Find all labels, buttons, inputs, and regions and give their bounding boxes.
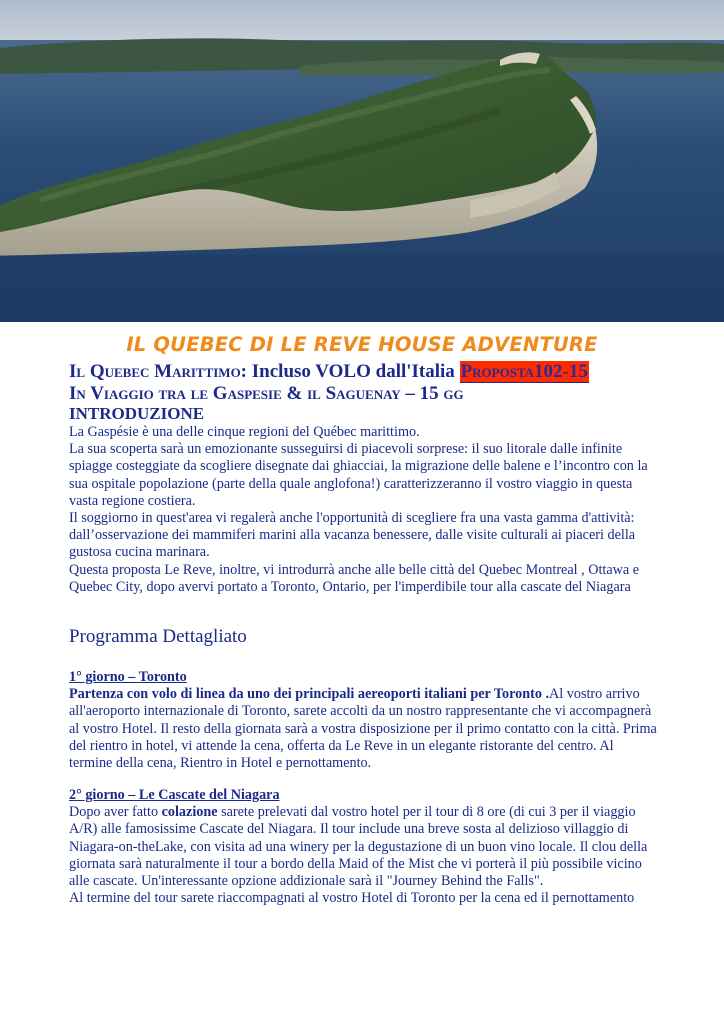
subtitle-line-1 [69, 361, 589, 383]
day-1-heading: 1° giorno – Toronto [69, 669, 187, 685]
day-2-bold-word: colazione [161, 804, 218, 821]
day-1-body: Al vostro arrivo all'aeroporto internazionale di Toronto, sarete accolti da un nostro rappresentante che vi accompagnerà al vostro Hotel. Il resto della giornata sarà a vostra disposizione per il primo contatto con la città. Prima del rientro in hotel, vi attende la cena, offerta da Le Reve in un elegante ristorante del centro. Al termine della cena, Rientro in Hotel e pernottamento. [69, 686, 657, 772]
day-1-section [69, 669, 659, 772]
hero-photo [0, 0, 724, 322]
day-1-bold-lead: Partenza con volo di linea da uno dei principali aereoporti italiani per Toronto . [69, 686, 550, 703]
intro-heading: INTRODUZIONE [69, 404, 205, 423]
day-2-section [69, 787, 659, 907]
intro-paragraph: Il soggiorno in quest'area vi regalerà anche l'opportunità di scegliere fra una vasta gamma d'attività: dall’osservazione dei mammiferi marini alla vacanza benessere, dalle visite culturali ai piaceri della gustosa cucina marinara. [69, 510, 636, 561]
day-2-text-end: Al termine del tour sarete riaccompagnati al vostro Hotel di Toronto per la cena ed il pernottamento [69, 890, 635, 907]
program-heading: Programma Dettagliato [69, 626, 247, 647]
day-2-text [69, 804, 659, 890]
subtitle-line-2: In Viaggio tra le Gaspesie & il Saguenay – 15 gg [69, 383, 464, 404]
day-1-text [69, 686, 659, 772]
day-2-heading: 2° giorno – Le Cascate del Niagara [69, 787, 280, 803]
proposta-code-badge: Proposta102-15 [460, 361, 588, 382]
subtitle-quebec-marittimo: Il Quebec Marittimo: [69, 361, 248, 382]
intro-paragraph: La Gaspésie è una delle cinque regioni del Québec marittimo. [69, 424, 420, 440]
intro-paragraph: Questa proposta Le Reve, inoltre, vi introdurrà anche alle belle città del Quebec Montreal , Ottawa e Quebec City, dopo avervi portato a Toronto, Ontario, per l'imperdibile tour alla cascate del Niagara [69, 561, 640, 595]
intro-section [69, 424, 659, 596]
day-2-body: sarete prelevati dal vostro hotel per il tour di 8 ore (di cui 3 per il viaggio A/R) alle famosissime Cascate del Niagara. Il tour include una breve sosta al delizioso villaggio di Niagara-on-theLake, con visita ad una winery per la degustazione di un buon vino locale. Il clou della giornata sarà naturalmente il tour a bordo della Maid of the Mist che vi porterà il più possibile vicino alle cascate. Un'interessante opzione addizionale sarà il "Journey Behind the Falls". [69, 804, 648, 890]
day-2-lead: Dopo aver fatto [69, 804, 162, 821]
subtitle-volo-incluso: Incluso VOLO dall'Italia [247, 361, 460, 382]
aerial-coastline-illustration [0, 0, 724, 322]
intro-paragraph: La sua scoperta sarà un emozionante susseguirsi di piacevoli sorprese: il suo litorale dalle infinite spiagge costeggiate da scogliere disegnate dai ghiacciai, la migrazione delle balene e l’incontro con la sua ospitale popolazione (parte della quale anglofona!) caratterizzeranno il vostro viaggio in questa vasta regione costiera. [69, 441, 648, 509]
page-title: IL QUEBEC DI LE REVE HOUSE ADVENTURE [126, 333, 598, 356]
